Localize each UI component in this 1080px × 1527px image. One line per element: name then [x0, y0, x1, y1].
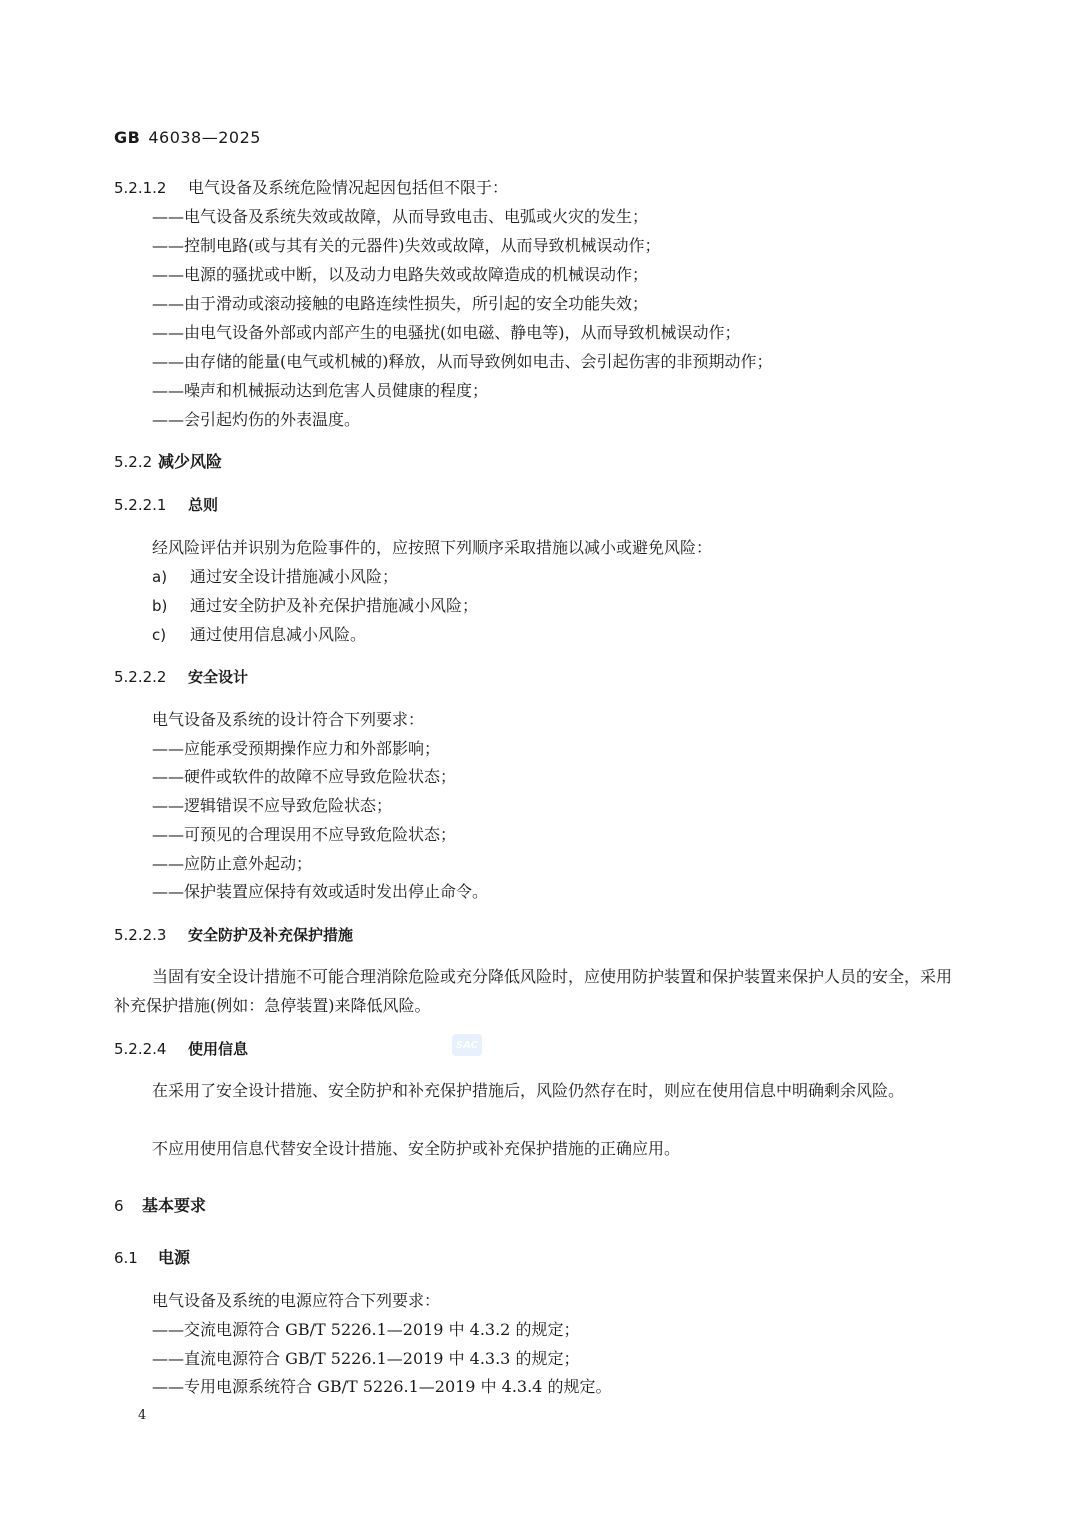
paragraph: 经风险评估并识别为危险事件的，应按照下列顺序采取措施以减小或避免风险：: [152, 538, 713, 557]
section-title: 基本要求: [142, 1196, 207, 1215]
paragraph: 电气设备及系统的设计符合下列要求：: [152, 710, 425, 729]
section-heading-61: [114, 1248, 190, 1268]
section-title: 安全防护及补充保护措施: [188, 926, 354, 944]
section-number: 5.2.2.1: [114, 496, 167, 514]
clause-5212: [114, 178, 508, 198]
section-heading-5224: [114, 1039, 248, 1059]
list-item: ——直流电源符合 GB/T 5226.1—2019 中 4.3.3 的规定；: [152, 1349, 580, 1368]
section-number: 5.2.2: [114, 453, 153, 471]
section-heading-6: [114, 1196, 206, 1216]
section-title: 总则: [188, 496, 219, 514]
list-item: ——应防止意外起动；: [152, 854, 313, 873]
page-number: 4: [138, 1408, 147, 1423]
paragraph: 电气设备及系统的电源应符合下列要求：: [152, 1291, 441, 1310]
list-label: b): [152, 597, 168, 615]
clause-text: 电气设备及系统危险情况起因包括但不限于：: [188, 178, 509, 197]
list-item: ——由电气设备外部或内部产生的电骚扰(如电磁、静电等)，从而导致机械误动作；: [152, 323, 741, 342]
list-item: ——专用电源系统符合 GB/T 5226.1—2019 中 4.3.4 的规定。: [152, 1377, 612, 1396]
list-item: ——由于滑动或滚动接触的电路连续性损失，所引起的安全功能失效；: [152, 294, 649, 313]
section-heading-5223: [114, 925, 353, 945]
list-item: ——逻辑错误不应导致危险状态；: [152, 796, 393, 815]
section-title: 减少风险: [158, 452, 223, 471]
list-item: ——会引起灼伤的外表温度。: [152, 410, 361, 429]
list-item: ——保护装置应保持有效或适时发出停止命令。: [152, 882, 489, 901]
section-number: 6: [114, 1197, 124, 1215]
section-number: 5.2.2.2: [114, 668, 167, 686]
section-title: 安全设计: [188, 668, 249, 686]
list-item: ——应能承受预期操作应力和外部影响；: [152, 739, 441, 758]
section-heading-5221: [114, 495, 218, 515]
list-item: ——硬件或软件的故障不应导致危险状态；: [152, 767, 457, 786]
paragraph: 当固有安全设计措施不可能合理消除危险或充分降低风险时，应使用防护装置和保护装置来保护人员的安全，采用补充保护措施(例如：急停装置)来降低风险。: [114, 967, 953, 1015]
standard-prefix: GB: [114, 128, 141, 147]
watermark-logo: SAC: [452, 1034, 482, 1056]
section-number: 6.1: [114, 1249, 138, 1267]
list-item: ——控制电路(或与其有关的元器件)失效或故障，从而导致机械误动作；: [152, 236, 661, 255]
list-item: [152, 625, 366, 645]
list-item: ——电源的骚扰或中断，以及动力电路失效或故障造成的机械误动作；: [152, 265, 649, 284]
paragraph: 不应用使用信息代替安全设计措施、安全防护或补充保护措施的正确应用。: [152, 1139, 681, 1158]
list-text: 通过安全设计措施减小风险；: [190, 567, 399, 586]
section-title: 电源: [158, 1248, 191, 1267]
clause-number: 5.2.1.2: [114, 179, 167, 197]
section-number: 5.2.2.4: [114, 1040, 167, 1058]
section-number: 5.2.2.3: [114, 926, 167, 944]
list-text: 通过安全防护及补充保护措施减小风险；: [190, 596, 479, 615]
list-item: ——由存储的能量(电气或机械的)释放，从而导致例如电击、会引起伤害的非预期动作；: [152, 352, 773, 371]
list-text: 通过使用信息减小风险。: [190, 625, 367, 644]
paragraph: 在采用了安全设计措施、安全防护和补充保护措施后，风险仍然存在时，则应在使用信息中明确剩余风险。: [152, 1081, 905, 1100]
list-item: ——可预见的合理误用不应导致危险状态；: [152, 825, 457, 844]
standard-number: 46038—2025: [148, 128, 261, 147]
list-item: [152, 567, 398, 587]
document-header: [114, 128, 261, 147]
list-item: ——交流电源符合 GB/T 5226.1—2019 中 4.3.2 的规定；: [152, 1320, 580, 1339]
list-label: c): [152, 626, 167, 644]
list-item: ——电气设备及系统失效或故障，从而导致电击、电弧或火灾的发生；: [152, 207, 649, 226]
list-label: a): [152, 568, 168, 586]
list-item: [152, 596, 478, 616]
section-heading-522: [114, 452, 222, 472]
section-title: 使用信息: [188, 1040, 249, 1058]
section-heading-5222: [114, 667, 248, 687]
list-item: ——噪声和机械振动达到危害人员健康的程度；: [152, 381, 489, 400]
